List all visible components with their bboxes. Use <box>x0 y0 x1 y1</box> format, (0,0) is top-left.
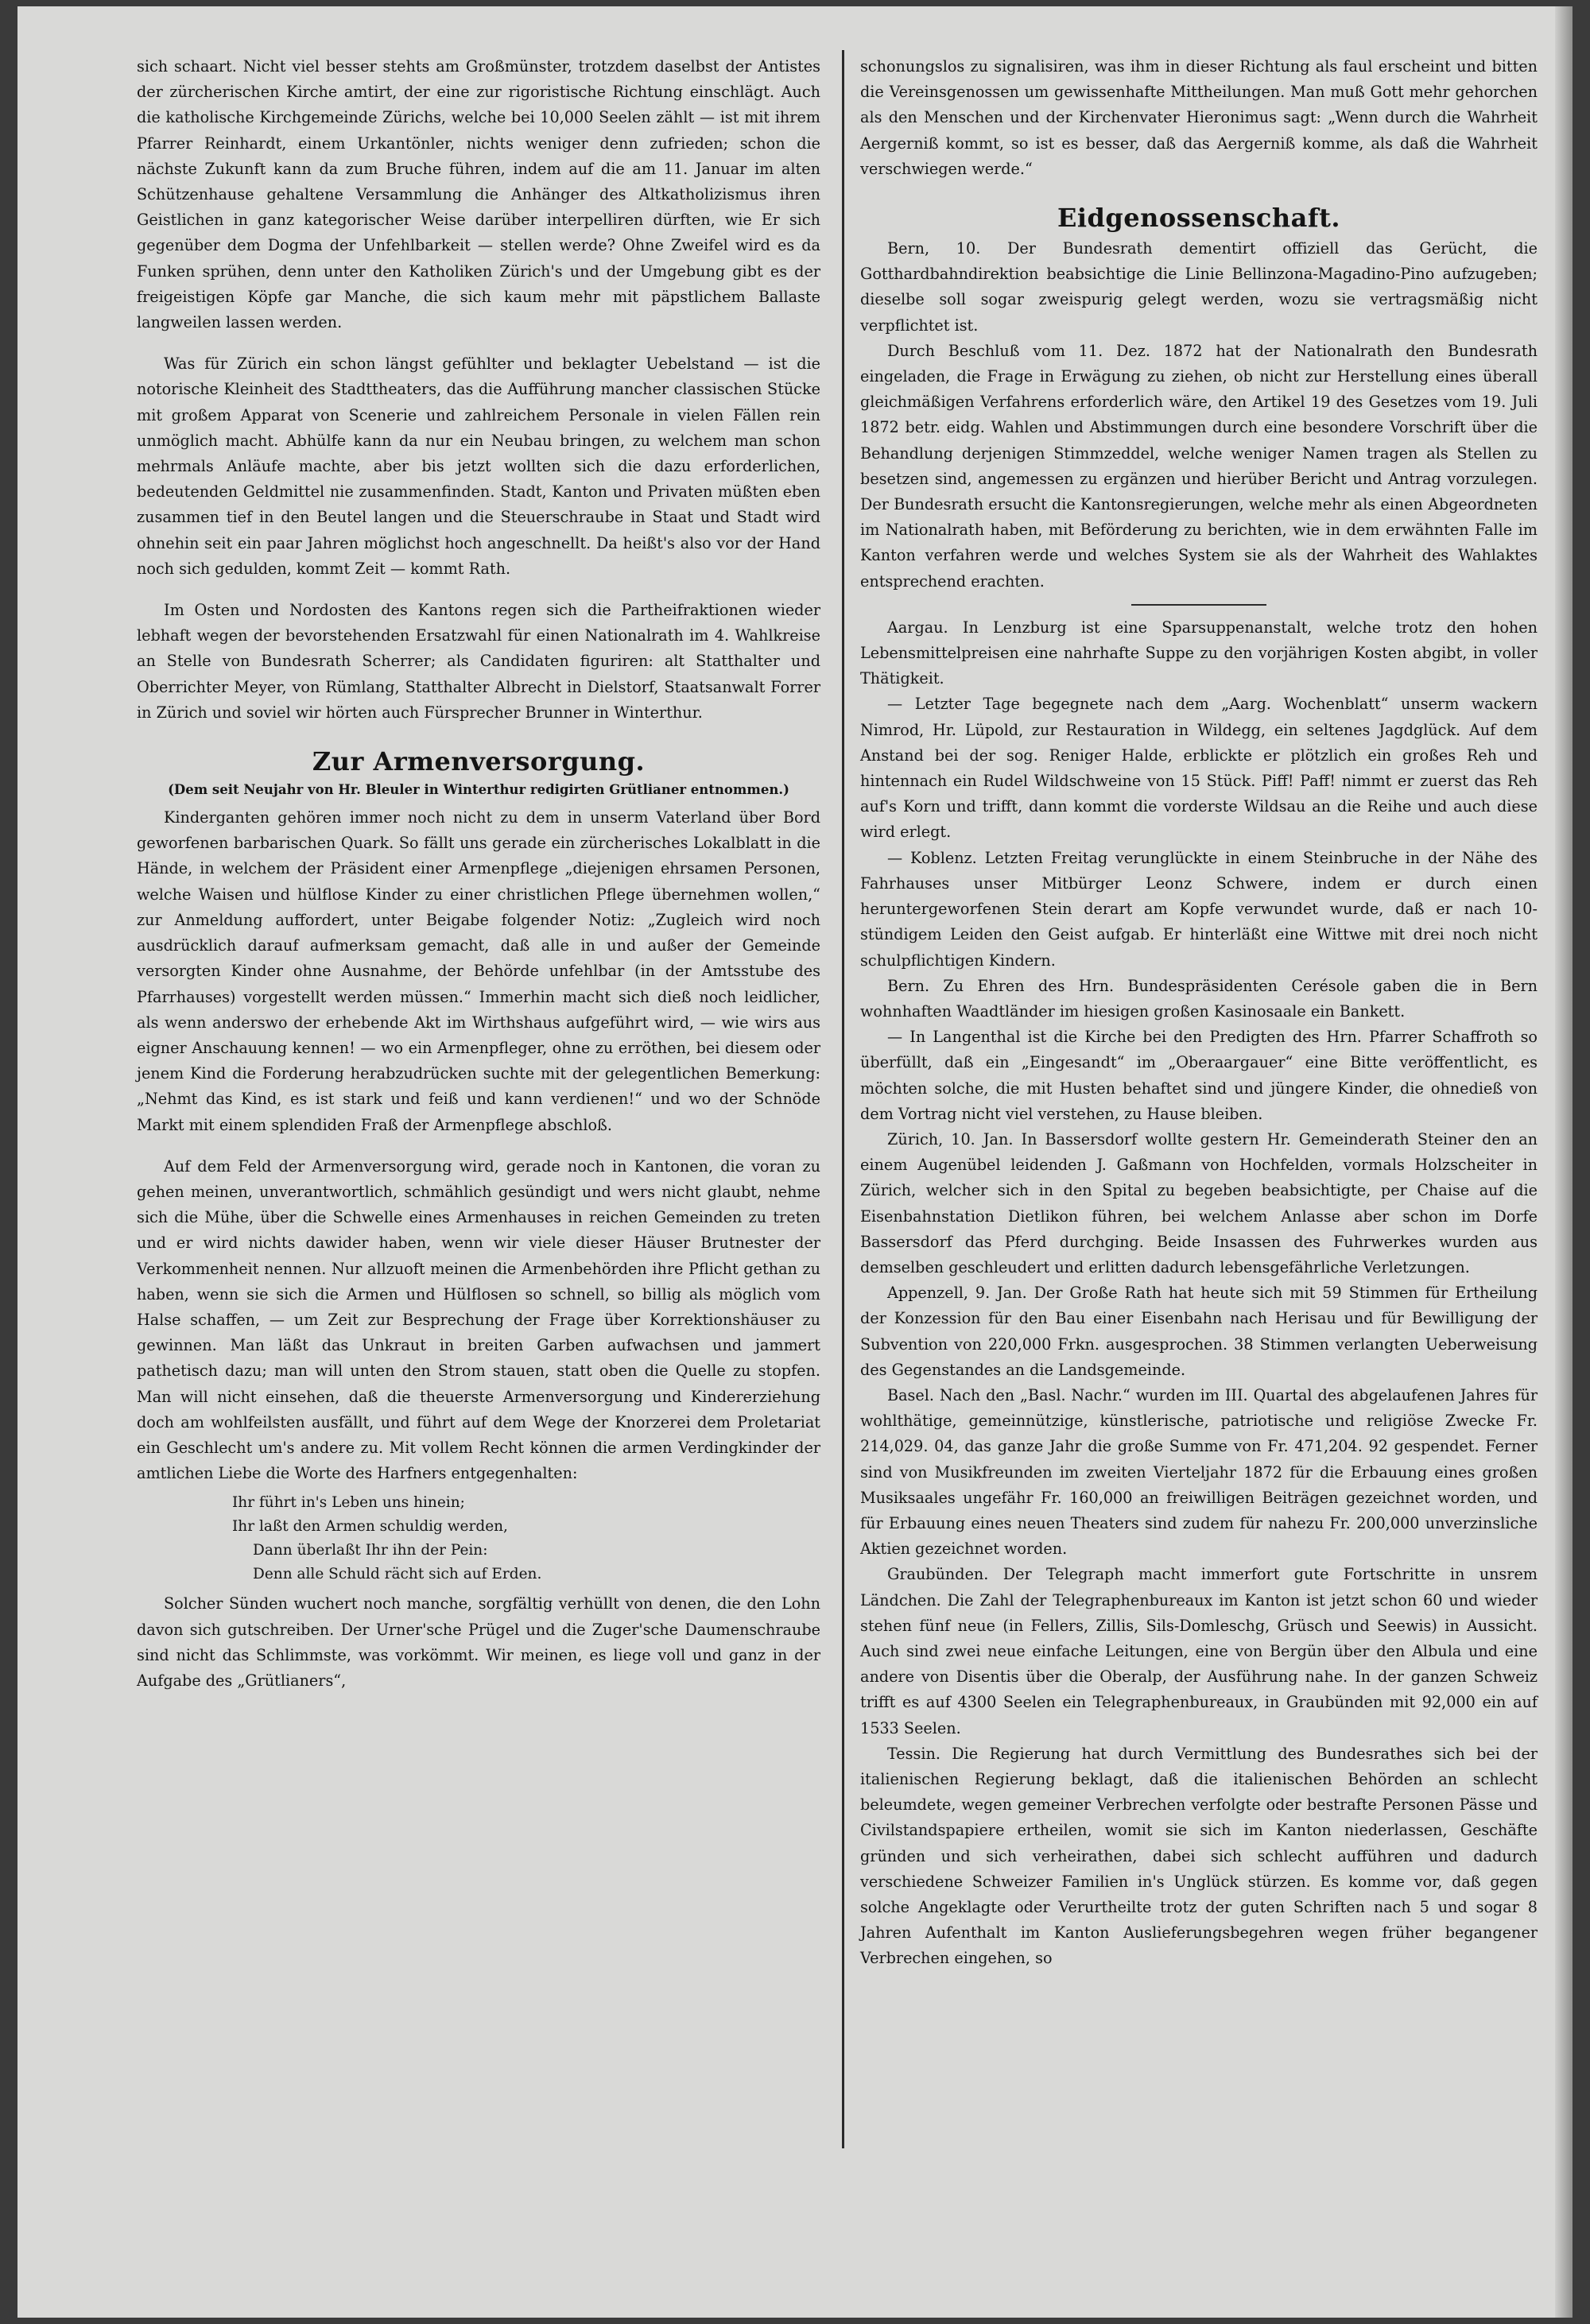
news-basel: Basel. Nach den „Basl. Nachr.“ wurden im III. Quartal des abgelaufenen Jahres für wohlthätige, gemeinnützige, künstlerische, patriotische und religiöse Zwecke Fr. 214,029. 04, das ganze Jahr die große Summe von Fr. 471,204. 92 gespendet. Ferner sind von Musikfreunden im zweiten Vierteljahr 1872 für die Erbauung eines großen Musiksaales ungefähr Fr. 160,000 an freiwilligen Beiträgen gezeichnet worden, und für Erbauung eines neuen Theaters sind zudem für nahezu Fr. 200,000 unverzinsliche Aktien gezeichnet worden. <box>860 1385 1538 1559</box>
news-nationalrath-beschluss: Durch Beschluß vom 11. Dez. 1872 hat der Nationalrath den Bundesrath eingeladen, die Frage in Erwägung zu ziehen, ob nicht zur Herstellung eines überall gleichmäßigen Verfahrens erforderlich wäre, den Artikel 19 des Gesetzes vom 19. Juli 1872 betr. eidg. Wahlen und Abstimmungen durch eine besondere Vorschrift über die Behandlung derjenigen Stimmzeddel, welche weniger Namen tragen als Stellen zu besetzen sind, angemessen zu ergänzen und hierüber Bericht und Antrag vorzulegen. Der Bundesrath ersucht die Kantonsregierungen, welche mehr als einen Abgeordneten im Nationalrath haben, mit Beförderung zu berichten, wie in dem erwähnten Falle im Kanton verfahren werde und welches System sie als der Wahrheit des Wahlaktes entsprechend erachten. <box>860 341 1538 591</box>
news-tessin: Tessin. Die Regierung hat durch Vermittlung des Bundesrathes sich bei der italienischen Regierung beklagt, daß die italienischen Behörden an schlecht beleumdete, wegen gemeiner Verbrechen verfolgte oder bestrafte Personen Pässe und Civilstandspapiere ertheilen, womit sie sich im Kanton niederlassen, Geschäfte gründen und sich verheirathen, dabei sich schlecht aufführen und dadurch verschiedene Schweizer Familien in's Unglück stürzen. Es komme vor, daß gegen solche Angeklagte oder Verurtheilte trotz der guten Schriften nach 5 und sogar 8 Jahren Aufenthalt im Kanton Auslieferungsbegehren wegen früher begangener Verbrechen eingehen, so <box>860 1744 1538 1968</box>
paragraph-zurich-churches: sich schaart. Nicht viel besser stehts am Großmünster, trotzdem daselbst der Antistes der zürcherischen Kirche amtirt, der eine zur rigoristische Richtung einschlägt. Auch die katholische Kirchgemeinde Zürichs, welche bei 10,000 Seelen zählt — ist mit ihrem Pfarrer Reinhardt, einem Urkantönler, nichts weniger denn zufrieden; schon die nächste Zukunft kann da zum Bruche führen, indem auf die am 11. Januar im alten Schützenhause gehaltene Versammlung die Anhänger des Altkatholizismus ihren Geistlichen in ganz kategorischer Weise darüber interpelliren dürften, wie Er sich gegenüber dem Dogma der Unfehlbarkeit — stellen werde? Ohne Zweifel wird es da Funken sprühen, denn unter den Katholiken Zürich's und der Umgebung gibt es der freigeistigen Köpfe gar Manche, die sich kaum mehr mit päpstlichem Ballaste langweilen lassen werden. <box>137 57 820 332</box>
news-bern-bankett: Bern. Zu Ehren des Hrn. Bundespräsidenten Cerésole gaben die in Bern wohnhaften Waadtländer im hiesigen großen Kasinosaale ein Bankett. <box>860 976 1538 1021</box>
news-aargau-sparsuppe: Aargau. In Lenzburg ist eine Sparsuppenanstalt, welche trotz den hohen Lebensmittelpreisen eine nahrhafte Suppe zu den vorjährigen Kosten abgibt, in voller Thätigkeit. <box>860 618 1538 688</box>
poem-line: Dann überlaßt Ihr ihn der Pein: <box>253 1542 488 1559</box>
newspaper-page <box>17 6 1573 2318</box>
left-column <box>137 54 820 1694</box>
poem-line: Ihr laßt den Armen schuldig werden, <box>232 1518 508 1536</box>
page-edge-shadow <box>1555 6 1573 2318</box>
paragraph-kinderganten: Kinderganten gehören immer noch nicht zu dem in unserm Vaterland über Bord geworfenen barbarischen Quark. So fällt uns gerade ein zürcherisches Lokalblatt in die Hände, in welchem der Präsident einer Armenpflege „diejenigen ehrsamen Personen, welche Waisen und hülflose Kinder zu einer christlichen Pflege übernehmen wollen,“ zur Anmeldung auffordert, unter Beigabe folgender Notiz: „Zugleich wird noch ausdrücklich darauf aufmerksam gemacht, daß alle in und außer der Gemeinde versorgten Kinder ohne Ausnahme, der Behörde unfehlbar (in der Amtsstube des Pfarrhauses) vorgestellt werden müssen.“ Immerhin macht sich dieß noch leidlicher, als wenn anderswo der erhebende Akt im Wirthshaus aufgeführt wird, — wie wirs aus eigner Anschauung kennen! — wo ein Armenpfleger, ohne zu erröthen, bei diesem oder jenem Kind die Forderung herabzudrücken suchte mit der gelegentlichen Bemerkung: „Nehmt das Kind, es ist stark und feiß und kann verdienen!“ und wo der Schnöde Markt mit einem splendiden Fraß der Armenpflege abschloß. <box>137 808 820 1134</box>
poem-harfner <box>232 1491 820 1586</box>
right-column <box>860 54 1538 1972</box>
paragraph-gruetlianer-continuation: schonungslos zu signalisiren, was ihm in dieser Richtung als faul erscheint und bitten die Vereinsgenossen um gewissenhafte Mittheilungen. Man muß Gott mehr gehorchen als den Menschen und der Kirchenvater Hieronimus sagt: „Wenn durch die Wahrheit Aergerniß kommt, so ist es besser, daß das Aergerniß komme, als daß die Wahrheit verschwiegen werde.“ <box>860 57 1538 178</box>
news-langenthal: — In Langenthal ist die Kirche bei den Predigten des Hrn. Pfarrer Schaffroth so überfüllt, daß ein „Eingesandt“ im „Oberaargauer“ eine Bitte veröffentlicht, es möchten solche, die mit Husten behaftet sind und jüngere Kinder, die ohnedieß von dem Vortrag nicht viel verstehen, zu Hause bleiben. <box>860 1028 1538 1123</box>
heading-eidgenossenschaft: Eidgenossenschaft. <box>1057 203 1341 234</box>
section-separator <box>1131 604 1266 606</box>
news-zurich-unfall: Zürich, 10. Jan. In Bassersdorf wollte gestern Hr. Gemeinderath Steiner den an einem Augenübel leidenden J. Gaßmann von Hochfelden, vormals Holzscheiter in Zürich, welcher sich in den Spital zu begeben beabsichtigte, per Chaise auf die Eisenbahnstation Dietlikon führen, bei welchem Anlasse aber schon im Dorfe Bassersdorf das Pferd durchging. Beide Insassen des Fuhrwerkes wurden aus demselben geschleudert und erlitten dadurch lebensgefährliche Verletzungen. <box>860 1129 1538 1276</box>
paragraph-ersatzwahl: Im Osten und Nordosten des Kantons regen sich die Partheifraktionen wieder lebhaft wegen der bevorstehenden Ersatzwahl für einen Nationalrath im 4. Wahlkreise an Stelle von Bundesrath Scherrer; als Candidaten figuriren: alt Statthalter und Oberrichter Meyer, von Rümlang, Statthalter Albrecht in Dielstorf, Staatsanwalt Forrer in Zürich und soviel wir hörten auch Fürsprecher Brunner in Winterthur. <box>137 601 820 722</box>
paragraph-suenden: Solcher Sünden wuchert noch manche, sorgfältig verhüllt von denen, die den Lohn davon sich gutschreiben. Der Urner'sche Prügel und die Zuger'sche Daumenschraube sind nicht das Schlimmste, was vorkömmt. Wir meinen, es liege voll und ganz in der Aufgabe des „Grütlianers“, <box>137 1594 820 1690</box>
paragraph-armenversorgung-feld: Auf dem Feld der Armenversorgung wird, gerade noch in Kantonen, die voran zu gehen meinen, unverantwortlich, schmählich gesündigt und wers nicht glaubt, nehme sich die Mühe, über die Schwelle eines Armenhauses in reichen Gemeinden zu treten und er wird nichts dawider haben, wenn wir viele dieser Häuser Brutnester der Verkommenheit nennen. Nur allzuoft meinen die Armenbehörden ihre Pflicht gethan zu haben, wenn sie sich die Armen und Hülflosen so schnell, so billig als möglich vom Halse schaffen, — um Zeit zur Besprechung der Frage über Korrektionshäuser zu gewinnen. Man läßt das Unkraut in breiten Garben aufwachsen und jammert pathetisch dazu; man will unten den Strom stauen, statt oben die Quelle zu stopfen. Man will nicht einsehen, daß die theuerste Armenversorgung und Kindererziehung doch am wohlfeilsten ausfällt, und führt auf dem Wege der Knorzerei dem Proletariat ein Geschlecht um's andere zu. Mit vollem Recht können die armen Verdingkinder der amtlichen Liebe die Worte des Harfners entgegenhalten: <box>137 1156 820 1483</box>
paragraph-stadttheater: Was für Zürich ein schon längst gefühlter und beklagter Uebelstand — ist die notorische Kleinheit des Stadttheaters, das die Aufführung mancher classischen Stücke mit großem Apparat von Scenerie und zahlreichem Personale in vielen Fällen rein unmöglich macht. Abhülfe kann da nur ein Neubau bringen, zu welchem man schon mehrmals Anläufe machte, aber bis jetzt wollten sich die dazu erforderlichen, bedeutenden Geldmittel nie zusammenfinden. Stadt, Kanton und Privaten müßten eben zusammen tief in den Beutel langen und die Steuerschraube in Staat und Stadt wird ohnehin seit ein paar Jahren möglichst hoch angeschnellt. Da heißt's also vor der Hand noch sich gedulden, kommt Zeit — kommt Rath. <box>137 354 820 578</box>
news-appenzell: Appenzell, 9. Jan. Der Große Rath hat heute sich mit 59 Stimmen für Ertheilung der Konzession für den Bau einer Eisenbahn nach Herisau und für Bewilligung der Subvention von 220,000 Frkn. ausgesprochen. 38 Stimmen verlangten Ueberweisung des Gegenstandes an die Landsgemeinde. <box>860 1284 1538 1379</box>
news-aargau-jagd: — Letzter Tage begegnete nach dem „Aarg. Wochenblatt“ unserm wackern Nimrod, Hr. Lüpold, zur Restauration in Wildegg, ein seltenes Jagdglück. Auf dem Anstand bei der sog. Reniger Halde, erblickte er plötzlich ein großes Reh und hintennach ein Rudel Wildschweine von 15 Stück. Piff! Paff! nimmt er zuerst das Reh auf's Korn und trifft, dann kommt die vorderste Wildsau an die Reihe und auch diese wird erlegt. <box>860 695 1538 842</box>
news-bern-gotthard: Bern, 10. Der Bundesrath dementirt offiziell das Gerücht, die Gotthardbahndirektion beabsichtige die Linie Bellinzona-Magadino-Pino aufzugeben; dieselbe soll sogar zweispurig gelegt werden, wozu sie vertragsmäßig nicht verpflichtet ist. <box>860 239 1538 335</box>
news-graubuenden: Graubünden. Der Telegraph macht immerfort gute Fortschritte in unsrem Ländchen. Die Zahl der Telegraphenbureaux im Kanton ist jetzt schon 60 und wieder stehen fünf neue (in Fellers, Zillis, Sils-Domleschg, Grüsch und Seewis) in Aussicht. Auch sind zwei neue einfache Leitungen, eine von Bergün über den Albula und eine andere von Disentis über die Oberalp, der Ausführung nahe. In der ganzen Schweiz trifft es auf 4300 Seelen ein Telegraphenbureaux, in Graubünden mit 92,000 ein auf 1533 Seelen. <box>860 1565 1538 1737</box>
news-koblenz: — Koblenz. Letzten Freitag verunglückte in einem Steinbruche in der Nähe des Fahrhauses unser Mitbürger Leonz Schwere, indem er durch einen heruntergeworfenen Stein derart am Kopfe verwundet wurde, daß er nach 10-stündigem Leiden den Geist aufgab. Er hinterläßt eine Wittwe mit drei noch nicht schulpflichtigen Kindern. <box>860 848 1538 970</box>
heading-armenversorgung: Zur Armenversorgung. <box>312 746 646 777</box>
subheading-source-note: (Dem seit Neujahr von Hr. Bleuler in Winterthur redigirten Grütlianer entnommen.) <box>168 782 789 798</box>
poem-line: Denn alle Schuld rächt sich auf Erden. <box>253 1566 542 1583</box>
poem-line: Ihr führt in's Leben uns hinein; <box>232 1494 465 1512</box>
column-divider <box>842 50 844 2148</box>
